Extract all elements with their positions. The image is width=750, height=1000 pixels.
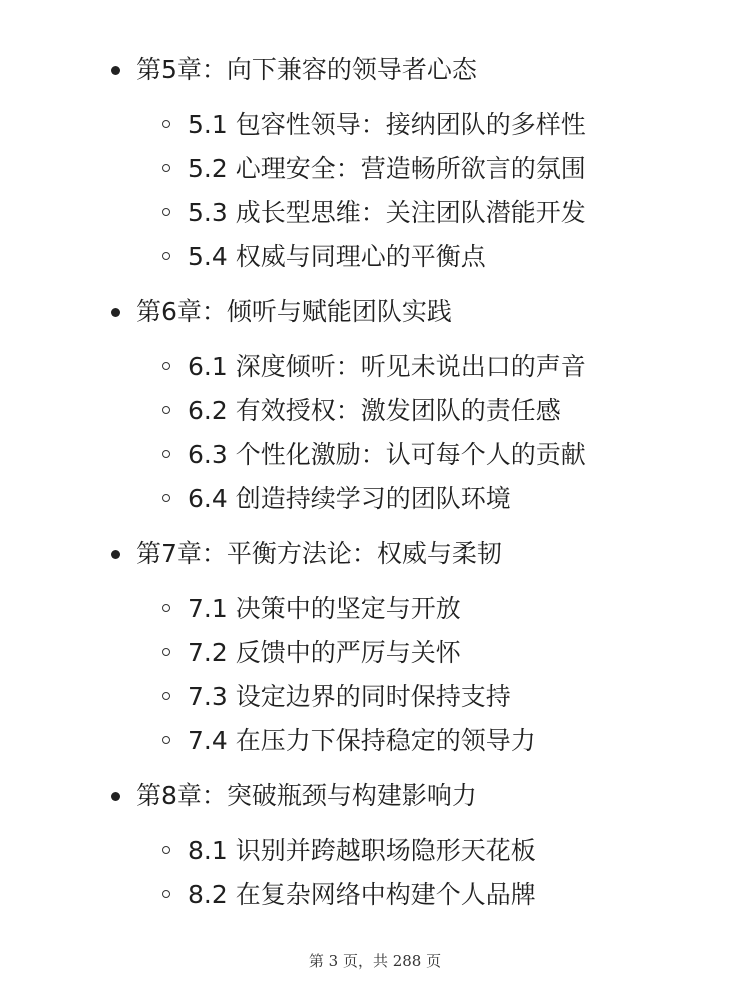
- circle-bullet-icon: [162, 604, 170, 612]
- section-item: [106, 235, 726, 279]
- section-title: 7.3 设定边界的同时保持支持: [188, 682, 511, 711]
- page-number: 第 3 页，共 288 页: [308, 952, 442, 970]
- section-title: 5.4 权威与同理心的平衡点: [188, 242, 486, 271]
- section-item: [106, 147, 726, 191]
- bullet-icon: [111, 66, 120, 75]
- chapter-block: [106, 774, 726, 917]
- table-of-contents: [106, 48, 726, 928]
- chapter-title: 第8章：突破瓶颈与构建影响力: [136, 781, 477, 810]
- circle-bullet-icon: [162, 450, 170, 458]
- section-title: 5.3 成长型思维：关注团队潜能开发: [188, 198, 586, 227]
- section-list: [106, 345, 726, 521]
- section-title: 7.1 决策中的坚定与开放: [188, 594, 461, 623]
- section-item: [106, 477, 726, 521]
- chapter-heading: [106, 290, 726, 334]
- circle-bullet-icon: [162, 406, 170, 414]
- section-title: 7.4 在压力下保持稳定的领导力: [188, 726, 536, 755]
- section-item: [106, 829, 726, 873]
- section-item: [106, 587, 726, 631]
- bullet-icon: [111, 308, 120, 317]
- section-title: 6.3 个性化激励：认可每个人的贡献: [188, 440, 586, 469]
- section-title: 5.2 心理安全：营造畅所欲言的氛围: [188, 154, 586, 183]
- circle-bullet-icon: [162, 120, 170, 128]
- section-item: [106, 433, 726, 477]
- circle-bullet-icon: [162, 208, 170, 216]
- section-title: 6.2 有效授权：激发团队的责任感: [188, 396, 561, 425]
- bullet-icon: [111, 550, 120, 559]
- section-item: [106, 345, 726, 389]
- circle-bullet-icon: [162, 648, 170, 656]
- chapter-block: [106, 532, 726, 763]
- section-list: [106, 587, 726, 763]
- section-list: [106, 103, 726, 279]
- section-item: [106, 631, 726, 675]
- circle-bullet-icon: [162, 252, 170, 260]
- circle-bullet-icon: [162, 692, 170, 700]
- section-title: 6.4 创造持续学习的团队环境: [188, 484, 511, 513]
- section-item: [106, 389, 726, 433]
- section-item: [106, 873, 726, 917]
- section-item: [106, 191, 726, 235]
- circle-bullet-icon: [162, 736, 170, 744]
- circle-bullet-icon: [162, 846, 170, 854]
- section-item: [106, 719, 726, 763]
- section-item: [106, 675, 726, 719]
- section-title: 8.2 在复杂网络中构建个人品牌: [188, 880, 536, 909]
- circle-bullet-icon: [162, 494, 170, 502]
- bullet-icon: [111, 792, 120, 801]
- chapter-block: [106, 48, 726, 279]
- section-list: [106, 829, 726, 917]
- chapter-heading: [106, 48, 726, 92]
- chapter-title: 第7章：平衡方法论：权威与柔韧: [136, 539, 502, 568]
- circle-bullet-icon: [162, 362, 170, 370]
- chapter-heading: [106, 774, 726, 818]
- section-title: 8.1 识别并跨越职场隐形天花板: [188, 836, 536, 865]
- chapter-title: 第5章：向下兼容的领导者心态: [136, 55, 477, 84]
- chapter-title: 第6章：倾听与赋能团队实践: [136, 297, 452, 326]
- section-title: 5.1 包容性领导：接纳团队的多样性: [188, 110, 586, 139]
- chapter-block: [106, 290, 726, 521]
- circle-bullet-icon: [162, 890, 170, 898]
- section-item: [106, 103, 726, 147]
- section-title: 6.1 深度倾听：听见未说出口的声音: [188, 352, 586, 381]
- section-title: 7.2 反馈中的严厉与关怀: [188, 638, 461, 667]
- circle-bullet-icon: [162, 164, 170, 172]
- chapter-heading: [106, 532, 726, 576]
